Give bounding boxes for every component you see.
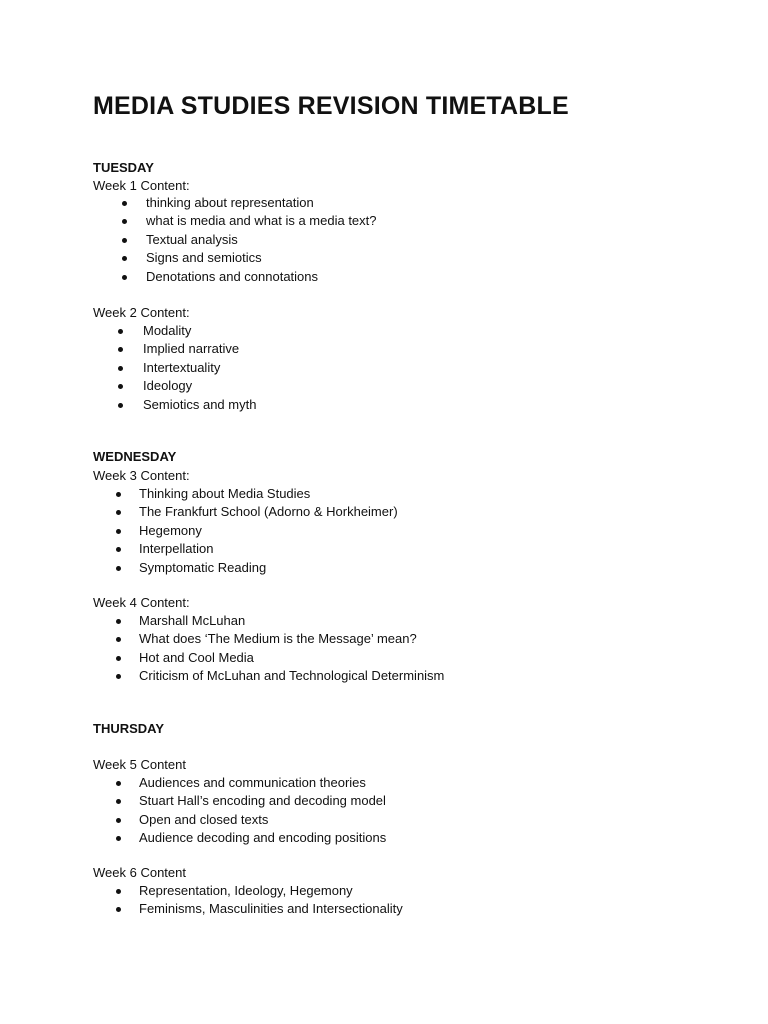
list-item-text: Textual analysis — [146, 231, 238, 247]
week-label-week-3: Week 3 Content: — [93, 468, 190, 483]
bullet-point-icon — [116, 674, 121, 679]
week-label-week-5: Week 5 Content — [93, 757, 186, 772]
list-item-text: thinking about representation — [146, 195, 314, 210]
list-item-text: Ideology — [143, 378, 193, 394]
bullet-point-icon — [118, 384, 123, 389]
list-item-text: Criticism of McLuhan and Technological Determinism — [139, 668, 445, 684]
bullet-point-icon — [116, 619, 121, 624]
bullet-point-icon — [116, 836, 121, 841]
bullet-point-icon — [116, 889, 121, 894]
list-item-text: Semiotics and myth — [143, 396, 257, 412]
day-heading-wednesday: WEDNESDAY — [93, 449, 177, 464]
bullet-point-icon — [118, 366, 123, 371]
list-item-text: Audiences and communication theories — [139, 775, 366, 790]
list-item-text: Modality — [143, 323, 192, 338]
list-item-text: Open and closed texts — [139, 811, 269, 827]
list-item-text: Hot and Cool Media — [139, 649, 254, 665]
list-item-text: Representation, Ideology, Hegemony — [139, 883, 353, 898]
bullet-point-icon — [116, 547, 121, 552]
bullet-point-icon — [118, 403, 123, 408]
day-heading-tuesday: TUESDAY — [93, 160, 154, 175]
week-label-week-2: Week 2 Content: — [93, 305, 190, 320]
bullet-point-icon — [116, 510, 121, 515]
list-item-text: what is media and what is a media text? — [146, 213, 377, 229]
list-item-text: Feminisms, Masculinities and Intersectionality — [139, 901, 403, 917]
bullet-point-icon — [116, 799, 121, 804]
bullet-point-icon — [118, 329, 123, 334]
list-item-text: Marshall McLuhan — [139, 613, 246, 628]
bullet-point-icon — [122, 256, 127, 261]
list-item-text: Signs and semiotics — [146, 250, 262, 266]
list-item-text: The Frankfurt School (Adorno & Horkheimer) — [139, 504, 398, 520]
list-item-text: Audience decoding and encoding positions — [139, 830, 387, 846]
bullet-point-icon — [116, 818, 121, 823]
bullet-point-icon — [116, 492, 121, 497]
list-item-text: Symptomatic Reading — [139, 559, 267, 575]
bullet-point-icon — [116, 566, 121, 571]
day-heading-thursday: THURSDAY — [93, 721, 165, 736]
bullet-point-icon — [122, 275, 127, 280]
bullet-point-icon — [122, 238, 127, 243]
bullet-point-icon — [122, 219, 127, 224]
bullet-point-icon — [116, 529, 121, 534]
week-label-week-6: Week 6 Content — [93, 865, 186, 880]
list-item-text: Denotations and connotations — [146, 268, 319, 284]
page-title: MEDIA STUDIES REVISION TIMETABLE — [93, 92, 569, 120]
bullet-point-icon — [116, 907, 121, 912]
list-item-text: Stuart Hall’s encoding and decoding model — [139, 793, 386, 809]
list-item-text: What does ‘The Medium is the Message’ mean? — [139, 631, 417, 647]
bullet-point-icon — [116, 637, 121, 642]
week-label-week-1: Week 1 Content: — [93, 178, 190, 193]
list-item-text: Hegemony — [139, 522, 202, 538]
bullet-point-icon — [116, 781, 121, 786]
week-label-week-4: Week 4 Content: — [93, 595, 190, 610]
bullet-point-icon — [116, 656, 121, 661]
bullet-point-icon — [118, 347, 123, 352]
list-item-text: Interpellation — [139, 541, 214, 557]
list-item-text: Intertextuality — [143, 359, 221, 375]
list-item-text: Thinking about Media Studies — [139, 486, 311, 501]
bullet-point-icon — [122, 201, 127, 206]
list-item-text: Implied narrative — [143, 341, 240, 357]
